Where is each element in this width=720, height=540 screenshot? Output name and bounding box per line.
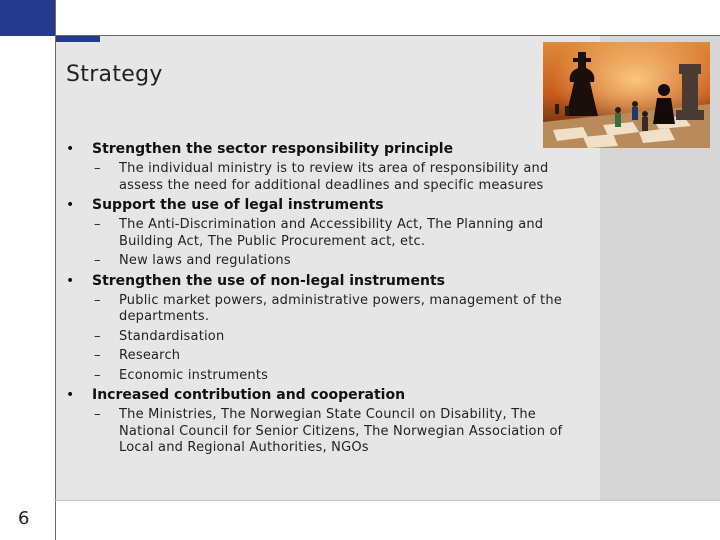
chess-photo — [543, 42, 710, 148]
left-margin — [0, 0, 55, 540]
sub-bullet-text: The Ministries, The Norwegian State Council on Disability, The National Council for Senior Citizens, The Norwegian Association of Local and Regional Authorities, NGOs — [119, 407, 563, 455]
bullet-item — [66, 387, 566, 404]
vertical-divider — [55, 0, 56, 540]
slide-number: 6 — [18, 508, 30, 529]
sub-bullet-item — [66, 293, 566, 326]
bullet-list — [66, 138, 566, 457]
dash-icon: – — [94, 328, 101, 344]
dash-icon: – — [94, 292, 101, 308]
bullet-icon: • — [66, 197, 75, 213]
bullet-text: Strengthen the use of non-legal instruments — [92, 272, 445, 289]
bullet-text: Strengthen the sector responsibility principle — [92, 141, 454, 157]
bullet-text: Increased contribution and cooperation — [92, 387, 406, 403]
bullet-item — [66, 141, 566, 158]
sub-bullet-text: The Anti-Discrimination and Accessibility Act, The Planning and Building Act, The Public Procurement act, etc. — [119, 217, 544, 249]
sub-bullet-item — [66, 161, 566, 194]
dash-icon: – — [94, 253, 101, 268]
sub-bullet-item — [66, 407, 566, 457]
bullet-icon: • — [66, 141, 75, 157]
bullet-text: Support the use of legal instruments — [92, 197, 384, 213]
sub-bullet-text: Public market powers, administrative powers, management of the departments. — [119, 292, 562, 324]
bullet-icon: • — [66, 272, 75, 289]
bullet-icon: • — [66, 387, 75, 403]
dash-icon: – — [94, 407, 101, 422]
sub-bullet-text: Economic instruments — [119, 367, 269, 383]
dash-icon: – — [94, 217, 101, 232]
dash-icon: – — [94, 367, 101, 383]
title-accent-tab — [56, 36, 100, 42]
sub-bullet-item — [66, 217, 566, 250]
dash-icon: – — [94, 348, 101, 363]
page-title: Strategy — [66, 62, 163, 87]
dash-icon: – — [94, 161, 101, 176]
sub-bullet-item — [66, 253, 566, 270]
corner-accent-square — [0, 0, 55, 36]
sub-bullet-item — [66, 368, 566, 385]
sub-bullet-text: Research — [119, 348, 181, 363]
bottom-divider — [55, 500, 720, 501]
top-divider — [55, 35, 720, 36]
bullet-item — [66, 197, 566, 214]
sub-bullet-item — [66, 348, 566, 365]
bullet-item — [66, 273, 566, 290]
sub-bullet-text: Standardisation — [119, 328, 225, 344]
sub-bullet-text: The individual ministry is to review its area of responsibility and assess the need for additional deadlines and specific measures — [119, 161, 549, 193]
sub-bullet-text: New laws and regulations — [119, 253, 291, 268]
sub-bullet-item — [66, 329, 566, 346]
chess-image-icon — [543, 42, 710, 148]
